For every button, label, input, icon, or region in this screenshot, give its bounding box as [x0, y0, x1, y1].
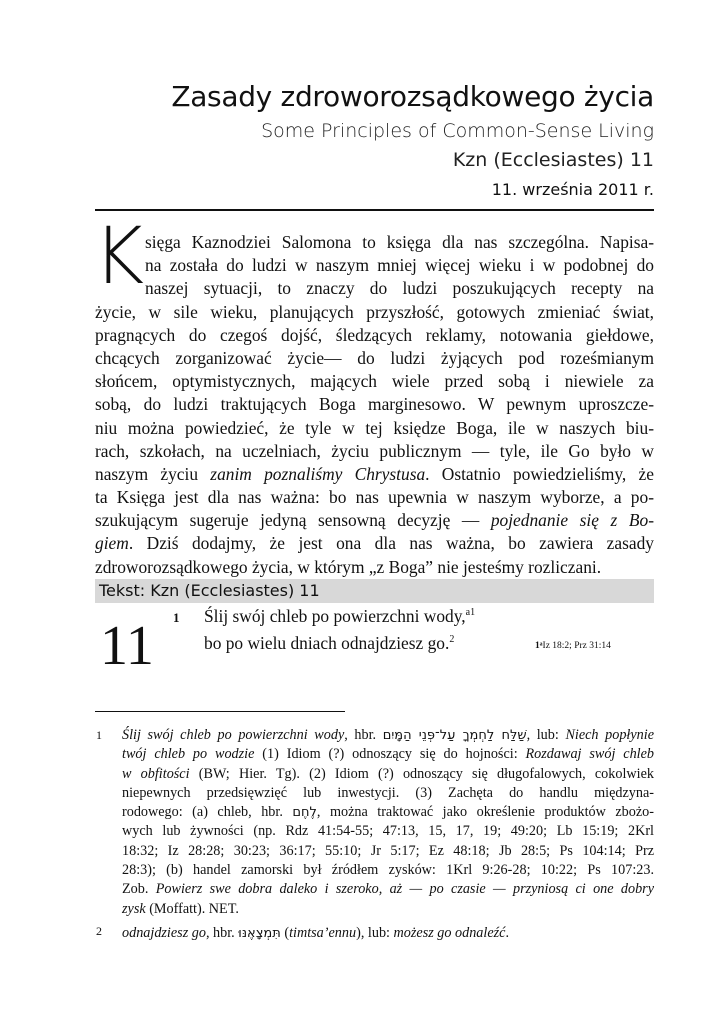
hebrew-text: שַׁלַּח לַחְמְךָ עַל־פְּנֵי הַמָּיִם: [382, 728, 527, 743]
emphasis-text: timtsa’ennu: [289, 925, 357, 941]
verse-line: [204, 606, 475, 627]
hebrew-text: תִּמְצָאֶנּוּ: [238, 926, 281, 941]
scripture-reference: Kzn (Ecclesiastes) 11: [452, 149, 654, 171]
footnote-line: [122, 803, 654, 822]
intro-paragraph: [95, 231, 654, 579]
intro-line: naszej sytuacji, to znaczy do ludzi poszukujących recepty na: [145, 278, 654, 299]
intro-line: [95, 532, 654, 555]
footnote-2: [122, 924, 654, 943]
cross-reference-text: Iz 18:2; Prz 31:14: [542, 641, 611, 651]
footnote-line: 18:32; Iz 28:28; 30:23; 36:17; 55:10; Jr 5:17; Ez 48:18; Jb 28:5; Ps 104:14; Prz: [122, 842, 654, 859]
page-subtitle: Some Principles of Common-Sense Living: [261, 120, 654, 142]
hebrew-text: לֶחֶם: [292, 805, 317, 821]
emphasis-text: Ślij swój chleb po powierzchni wody: [122, 727, 345, 743]
footnote-rule: [95, 711, 345, 712]
header-rule: [95, 209, 654, 211]
text-run: (BW; Hier. Tg). (2) Idiom (?) odnoszący się długofalowych, cokolwiek: [189, 765, 654, 782]
text-run: (Moffatt). NET.: [145, 900, 239, 917]
footnote-line: [122, 880, 654, 899]
text-run: (: [280, 925, 290, 941]
section-heading: Tekst: Kzn (Ecclesiastes) 11: [95, 579, 654, 603]
intro-line: ta Księga jest dla nas ważna: bo nas upewnia w naszym wyborze, a po-: [95, 487, 654, 508]
emphasis-text: giem: [95, 533, 129, 554]
emphasis-text: pojednanie się z Bo-: [490, 510, 654, 531]
emphasis-text: w obfitości: [122, 765, 190, 782]
emphasis-text: Powierz swe dobra daleko i szeroko, aż — po czasie — przyniosą ci one dobry: [155, 881, 655, 898]
intro-line: sobą, do ludzi traktujących Boga marginesowo. W pewnym uproszcze-: [95, 394, 654, 415]
drop-cap: K: [93, 212, 145, 302]
intro-line: słońcem, optymistycznych, mających wiele przed sobą i niewiele za: [95, 371, 654, 392]
intro-line: życie, w sile wieku, planujących przyszłość, gotowych zmieniać świat,: [95, 301, 654, 322]
verse-number: 1: [173, 610, 180, 625]
verse-line: [204, 633, 454, 654]
text-run: (1) Idiom (?) odnoszący się do hojności:: [254, 746, 526, 763]
footnote-line: [122, 765, 654, 784]
footnote-mark: 1: [96, 728, 102, 742]
text-run: , można traktować jako określenie produktów zbożo-: [316, 804, 654, 821]
emphasis-text: Niech popłynie: [565, 727, 655, 743]
footnote-line: [122, 726, 654, 745]
footnote-line: 28:3); (b) handel zamorski był źródłem zysków: 1Krl 9:26-28; 10:22; Ps 107:23.: [122, 862, 654, 879]
verse-text: Ślij swój chleb po powierzchni wody,: [204, 606, 466, 626]
intro-line: niu można powiedzieć, że tyle w tej księdze Boga, ile w naszych biu-: [95, 417, 654, 438]
date-line: 11. września 2011 r.: [491, 180, 654, 199]
intro-line: [95, 509, 654, 532]
text-run: ), lub:: [356, 925, 394, 941]
text-run: szukującym sugeruje jedyną sensowną decyzję —: [95, 510, 491, 531]
footnote-line: niepewnych przedsięwzięć lub inwestycji. (3) Zachęta do handlu międzyna-: [122, 784, 654, 801]
text-run: , hbr.: [344, 727, 383, 743]
cross-reference-label: 1ᵃ: [535, 641, 543, 651]
emphasis-text: Rozdawaj swój chleb: [525, 746, 654, 763]
footnote-ref[interactable]: 2: [449, 634, 455, 645]
text-run: . Dziś dodajmy, że jest ona dla nas ważna, bo zawiera zasady: [128, 533, 654, 554]
text-run: naszym życiu: [95, 463, 211, 484]
text-run: . Ostatnio powiedzieliśmy, że: [425, 463, 654, 484]
text-run: , hbr.: [205, 925, 239, 941]
text-run: , lub:: [526, 727, 566, 743]
text-run: Zob.: [122, 881, 156, 898]
intro-line: na została do ludzi w naszym mniej więcej wieku i w podobnej do: [145, 255, 654, 276]
page-title: Zasady zdroworozsądkowego życia: [171, 80, 654, 113]
verse-text: bo po wielu dniach odnajdziesz go.: [204, 633, 450, 653]
footnote-line: [122, 924, 654, 943]
footnote-line: [122, 745, 654, 764]
footnote-ref[interactable]: a1: [465, 607, 476, 618]
emphasis-text: możesz go odnaleźć: [393, 925, 506, 941]
intro-line: rach, szkołach, na uczelniach, życiu publicznym — tyle, ile Go było w: [95, 440, 654, 461]
footnote-mark: 2: [96, 924, 102, 938]
text-run: rodowego: (a) chleb, hbr.: [122, 804, 293, 821]
text-run: .: [505, 925, 509, 941]
cross-reference: [535, 641, 611, 651]
emphasis-text: odnajdziesz go: [122, 925, 206, 941]
chapter-number: 11: [100, 615, 154, 677]
intro-line: [95, 463, 654, 486]
footnote-line: wych lub żywności (np. Rdz 41:54-55; 47:13, 15, 17, 19; 49:20; Lb 15:19; 2Krl: [122, 823, 654, 840]
intro-line: chcących zorganizować życie— do ludzi żyjących pod roześmianym: [95, 347, 654, 368]
footnote-line: [122, 900, 654, 919]
emphasis-text: zysk: [122, 900, 146, 917]
footnote-1: [122, 726, 654, 919]
emphasis-text: twój chleb po wodzie: [122, 746, 255, 763]
intro-line: zdroworozsądkowego życia, w którym „z Boga” nie jesteśmy rozliczani.: [95, 556, 602, 577]
intro-line: sięga Kaznodziei Salomona to księga dla nas szczególna. Napisa-: [145, 232, 654, 252]
intro-line: pragnących do czegoś dojść, śledzących reklamy, notowania giełdowe,: [95, 324, 654, 345]
emphasis-text: zanim poznaliśmy Chrystusa: [210, 463, 426, 484]
